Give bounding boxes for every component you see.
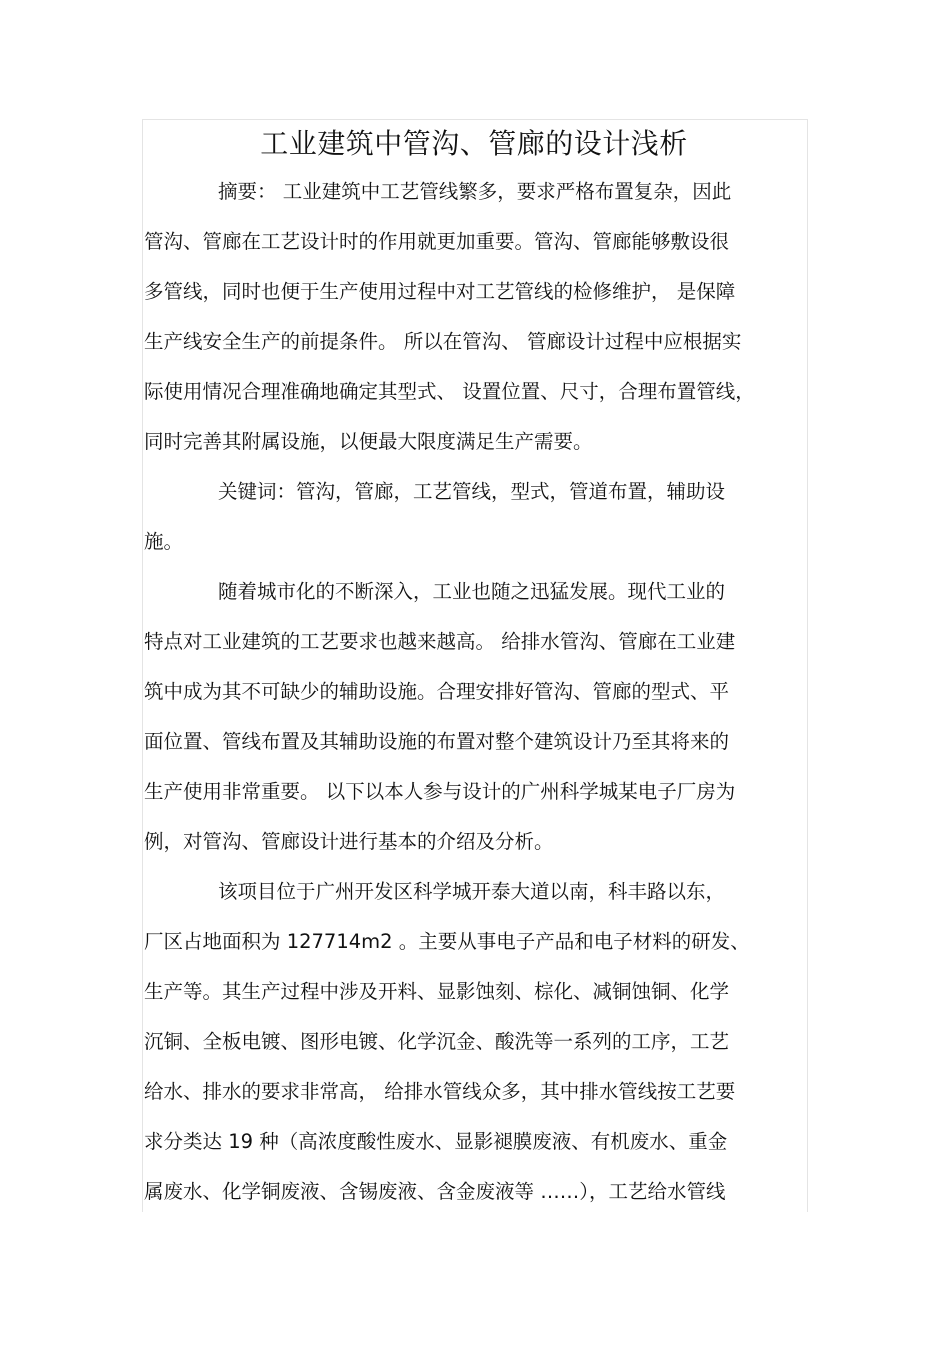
- keywords-line-1: 关键词：管沟，管廊，工艺管线，型式，管道布置，辅助设: [218, 480, 726, 503]
- intro-line-3: 筑中成为其不可缺少的辅助设施。合理安排好管沟、管廊的型式、平: [144, 680, 730, 703]
- abstract-line-2: 管沟、管廊在工艺设计时的作用就更加重要。管沟、管廊能够敷设很: [144, 230, 730, 253]
- abstract-line-1: 摘要： 工业建筑中工艺管线繁多，要求严格布置复杂，因此: [218, 180, 732, 203]
- abstract-line-5: 际使用情况合理准确地确定其型式、 设置位置、尺寸，合理布置管线，: [144, 380, 755, 403]
- project-line-2: 厂区占地面积为 127714m2 。主要从事电子产品和电子材料的研发、: [144, 930, 750, 953]
- intro-line-5: 生产使用非常重要。 以下以本人参与设计的广州科学城某电子厂房为: [144, 780, 736, 803]
- project-line-4: 沉铜、全板电镀、图形电镀、化学沉金、酸洗等一系列的工序，工艺: [144, 1030, 730, 1053]
- intro-line-4: 面位置、管线布置及其辅助设施的布置对整个建筑设计乃至其将来的: [144, 730, 730, 753]
- project-line-6: 求分类达 19 种（高浓度酸性废水、显影褪膜废液、有机废水、重金: [144, 1130, 728, 1153]
- intro-line-2: 特点对工业建筑的工艺要求也越来越高。 给排水管沟、管廊在工业建: [144, 630, 736, 653]
- document-title: 工业建筑中管沟、管廊的设计浅析: [260, 127, 688, 160]
- abstract-line-4: 生产线安全生产的前提条件。 所以在管沟、 管廊设计过程中应根据实: [144, 330, 742, 353]
- intro-line-6: 例，对管沟、管廊设计进行基本的介绍及分析。: [144, 830, 554, 853]
- project-line-5: 给水、排水的要求非常高， 给排水管线众多，其中排水管线按工艺要: [144, 1080, 736, 1103]
- project-line-1: 该项目位于广州开发区科学城开泰大道以南，科丰路以东，: [218, 880, 726, 903]
- abstract-line-3: 多管线，同时也便于生产使用过程中对工艺管线的检修维护， 是保障: [144, 280, 736, 303]
- project-line-7: 属废水、化学铜废液、含锡废液、含金废液等 ……），工艺给水管线: [144, 1180, 726, 1203]
- project-line-3: 生产等。其生产过程中涉及开料、显影蚀刻、棕化、减铜蚀铜、化学: [144, 980, 730, 1003]
- keywords-line-2: 施。: [144, 530, 184, 553]
- abstract-line-6: 同时完善其附属设施，以便最大限度满足生产需要。: [144, 430, 593, 453]
- intro-line-1: 随着城市化的不断深入，工业也随之迅猛发展。现代工业的: [218, 580, 726, 603]
